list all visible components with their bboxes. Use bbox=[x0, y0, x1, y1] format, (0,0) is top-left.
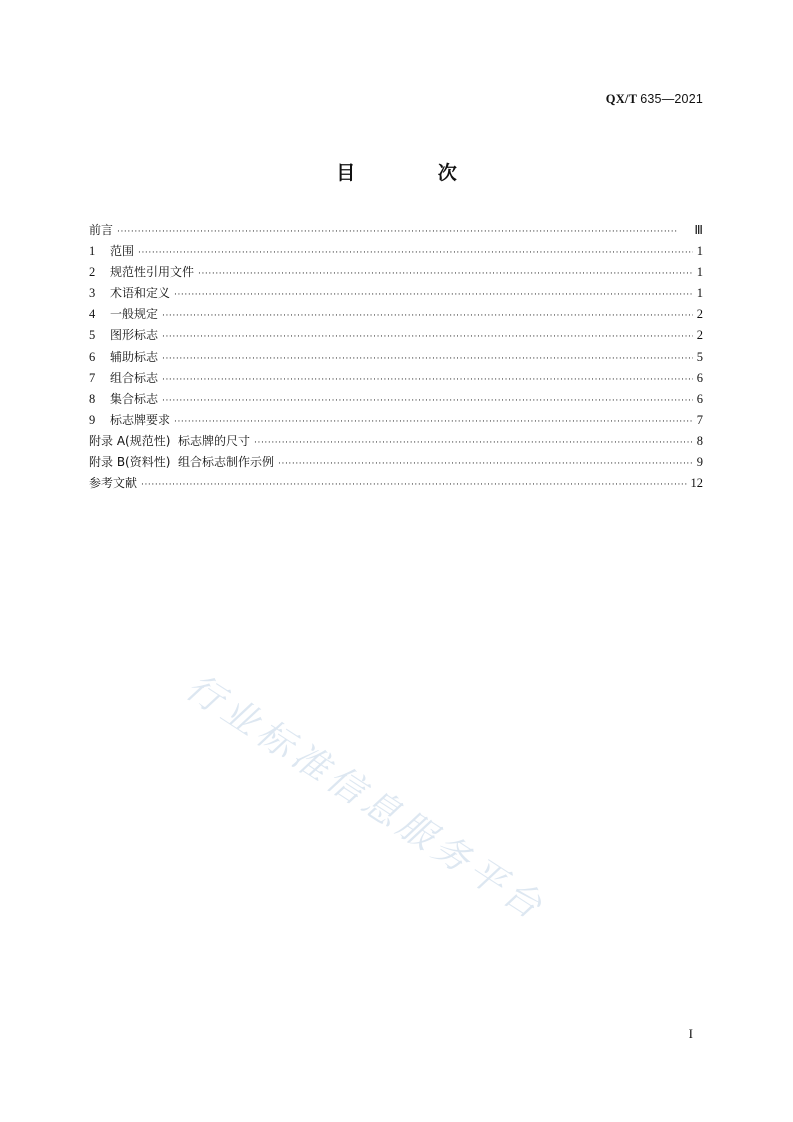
toc-entry-number: 3 bbox=[89, 286, 96, 301]
toc-entry-page: 6 bbox=[696, 370, 703, 385]
toc-entry-label: 附录 A(规范性) 标志牌的尺寸 bbox=[89, 433, 251, 448]
toc-leader-dots bbox=[162, 311, 693, 321]
toc-entry-number: 4 bbox=[89, 307, 96, 322]
toc-entry-label: 一般规定 bbox=[110, 307, 159, 322]
toc-entry-page: 8 bbox=[696, 433, 703, 448]
toc-entry-number: 1 bbox=[89, 244, 96, 259]
toc-entry-page: 5 bbox=[696, 349, 703, 364]
toc-entry-page: 2 bbox=[696, 328, 703, 343]
toc-entry-page: 1 bbox=[696, 265, 703, 280]
toc-entry-page: 1 bbox=[696, 286, 703, 301]
toc-entry-label: 前言 bbox=[89, 223, 114, 237]
toc-leader-dots bbox=[162, 396, 693, 406]
toc-entry-label: 参考文献 bbox=[89, 476, 138, 491]
toc-entry-signboard-requirements[interactable] bbox=[89, 411, 703, 432]
toc-entry-page: 12 bbox=[690, 476, 703, 491]
toc-entry-combined-signs[interactable] bbox=[89, 369, 703, 390]
toc-entry-foreword[interactable] bbox=[89, 221, 703, 242]
toc-entry-label: 标志牌要求 bbox=[110, 412, 171, 427]
toc-entry-auxiliary-signs[interactable] bbox=[89, 348, 703, 369]
toc-entry-number: 8 bbox=[89, 391, 96, 406]
toc-leader-dots bbox=[162, 332, 693, 342]
toc-leader-dots bbox=[141, 480, 686, 490]
toc-entry-number: 5 bbox=[89, 328, 96, 343]
toc-leader-dots bbox=[117, 227, 690, 237]
standard-code bbox=[606, 92, 703, 107]
toc-leader-dots bbox=[162, 375, 693, 385]
toc-entry-page: 6 bbox=[696, 391, 703, 406]
table-of-contents bbox=[89, 221, 703, 495]
toc-leader-dots bbox=[174, 290, 693, 300]
toc-leader-dots bbox=[254, 438, 693, 448]
toc-leader-dots bbox=[138, 248, 693, 258]
toc-entry-page: 7 bbox=[696, 412, 703, 427]
toc-entry-label: 范围 bbox=[110, 244, 135, 259]
toc-entry-label: 图形标志 bbox=[110, 328, 159, 343]
toc-entry-terms-definitions[interactable] bbox=[89, 284, 703, 305]
toc-entry-label: 集合标志 bbox=[110, 391, 159, 406]
toc-entry-label: 辅助标志 bbox=[110, 349, 159, 364]
toc-entry-annex-a[interactable] bbox=[89, 432, 703, 453]
toc-entry-number: 9 bbox=[89, 412, 96, 427]
toc-entry-number: 7 bbox=[89, 370, 96, 385]
watermark: 行业标准信息服务平台 bbox=[178, 666, 553, 930]
page-number: I bbox=[688, 1026, 693, 1041]
toc-entry-graphic-signs[interactable] bbox=[89, 326, 703, 347]
toc-entry-page: 9 bbox=[696, 455, 703, 470]
toc-entry-annex-b[interactable] bbox=[89, 453, 703, 474]
toc-leader-dots bbox=[278, 459, 693, 469]
standard-code-prefix: QX/T bbox=[605, 92, 637, 106]
toc-entry-page: 2 bbox=[696, 307, 703, 322]
toc-entry-scope[interactable] bbox=[89, 242, 703, 263]
toc-entry-label: 组合标志 bbox=[110, 370, 159, 385]
toc-entry-number: 2 bbox=[89, 265, 96, 280]
toc-entry-label: 术语和定义 bbox=[110, 286, 171, 301]
toc-entry-page: 1 bbox=[696, 244, 703, 259]
toc-entry-number: 6 bbox=[89, 349, 96, 364]
toc-leader-dots bbox=[198, 269, 693, 279]
standard-code-number: 635—2021 bbox=[640, 92, 703, 106]
toc-leader-dots bbox=[162, 354, 693, 364]
toc-entry-general-provisions[interactable] bbox=[89, 305, 703, 326]
toc-entry-normative-references[interactable] bbox=[89, 263, 703, 284]
toc-entry-page: Ⅲ bbox=[694, 223, 703, 237]
toc-entry-label: 附录 B(资料性) 组合标志制作示例 bbox=[89, 455, 275, 470]
toc-entry-label: 规范性引用文件 bbox=[110, 265, 195, 280]
toc-entry-bibliography[interactable] bbox=[89, 474, 703, 495]
toc-entry-collective-signs[interactable] bbox=[89, 390, 703, 411]
toc-title: 目 次 bbox=[336, 162, 495, 184]
toc-leader-dots bbox=[174, 417, 693, 427]
